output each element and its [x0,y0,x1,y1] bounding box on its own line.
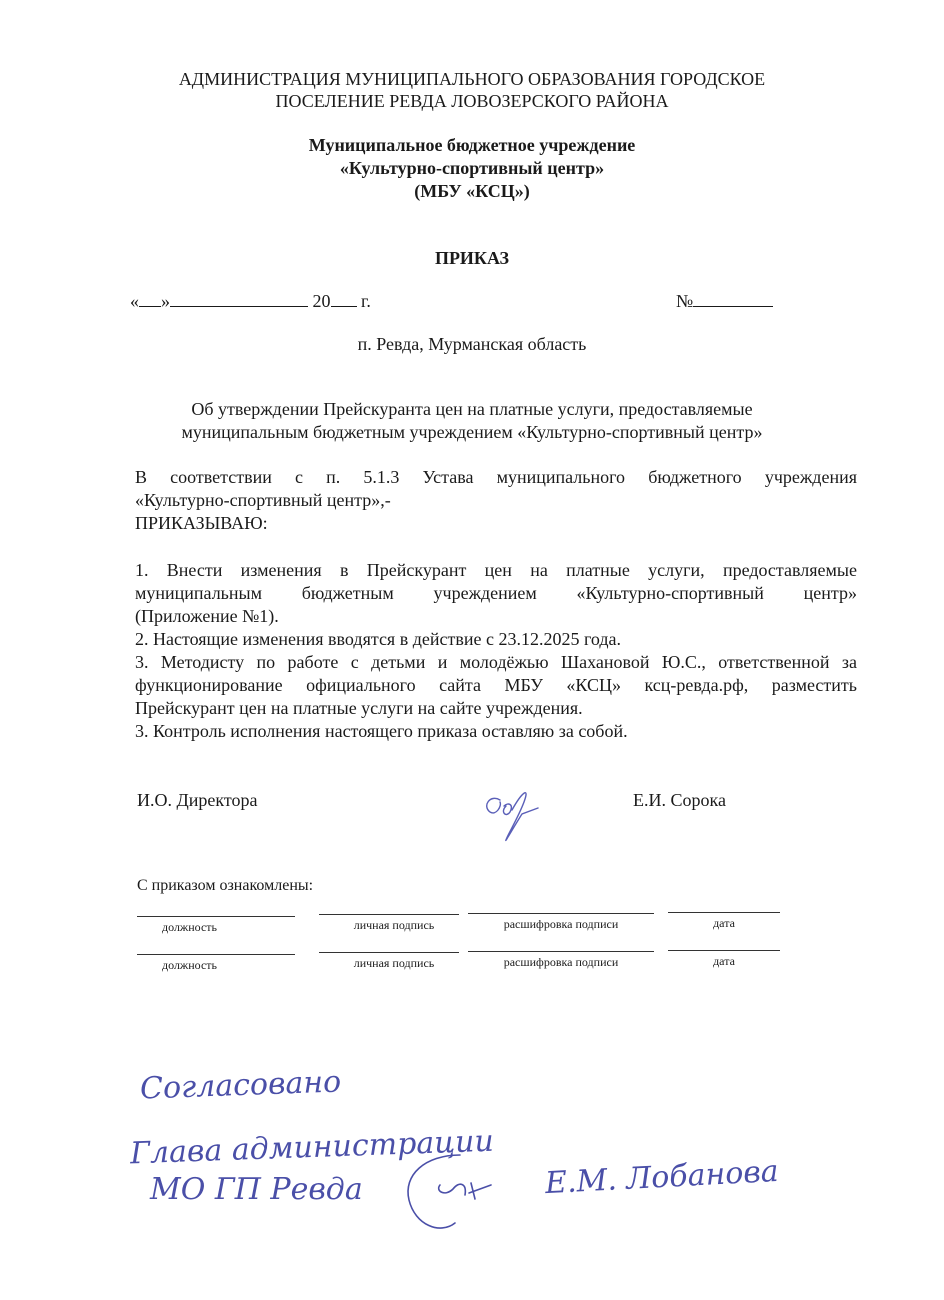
administration-header-line2: ПОСЕЛЕНИЕ РЕВДА ЛОВОЗЕРСКОГО РАЙОНА [275,91,669,111]
document-title: ПРИКАЗ [434,248,510,268]
signatory-name: Е.И. Сорока [633,790,726,810]
approval-name: Е.М. Лобанова [544,1153,780,1202]
month-blank [170,290,308,307]
number-blank [693,290,773,307]
approval-municipality: МО ГП Ревда [150,1172,363,1207]
position-line[interactable] [137,954,295,955]
approval-agreed: Согласовано [139,1064,342,1107]
document-subject: Об утверждении Прейскуранта цен на платные услуги, предоставляемые муниципальным бюджетным учреждением «Культурно-спортивный центр» [181,399,763,442]
organization-line3: (МБУ «КСЦ») [414,181,530,201]
organization-line2: «Культурно-спортивный центр» [339,158,605,178]
number-field: № [676,290,773,312]
order-item-1: 1. Внести изменения в Прейскурант цен на платные услуги, предоставляемые муниципальным бюджетным учреждением «Культурно-спортивный центр» (Приложение №1). [135,560,857,626]
order-items [135,559,857,743]
signatory-position: И.О. Директора [137,790,258,810]
year-blank [331,290,357,307]
order-item-4: 3. Контроль исполнения настоящего приказа оставляю за собой. [135,721,628,741]
approval-signature [395,1145,525,1235]
date-field: « » 20 г. [130,291,371,311]
date-line[interactable] [668,950,780,951]
order-word: ПРИКАЗЫВАЮ: [135,513,268,533]
signature-decoding-line[interactable] [468,951,654,952]
organization-line1: Муниципальное бюджетное учреждение [308,135,636,155]
organization-name [0,134,944,203]
acknowledgement-label: С приказом ознакомлены: [137,877,314,894]
order-item-3: 3. Методисту по работе с детьми и молодёжью Шахановой Ю.С., ответственной за функционирование официального сайта МБУ «КСЦ» ксц-ревда.рф, разместить Прейскурант цен на платные услуги на сайте учреждения. [135,652,857,718]
administration-header [0,68,944,112]
date-line[interactable] [668,912,780,913]
preamble: В соответствии с п. 5.1.3 Устава муниципального бюджетного учреждения «Культурно-спортивный центр»,- ПРИКАЗЫВАЮ: [135,467,857,533]
approval-position: Глава администрации [129,1123,495,1172]
administration-header-line1: АДМИНИСТРАЦИЯ МУНИЦИПАЛЬНОГО ОБРАЗОВАНИЯ ГОРОДСКОЕ [178,69,766,89]
signature-decoding-line[interactable] [468,913,654,914]
day-blank [139,290,161,307]
order-item-2: 2. Настоящие изменения вводятся в действие с 23.12.2025 года. [135,629,622,649]
personal-signature-line[interactable] [319,952,459,953]
director-signature [478,784,548,844]
personal-signature-line[interactable] [319,914,459,915]
place-of-issue: п. Ревда, Мурманская область [357,334,587,354]
position-line[interactable] [137,916,295,917]
